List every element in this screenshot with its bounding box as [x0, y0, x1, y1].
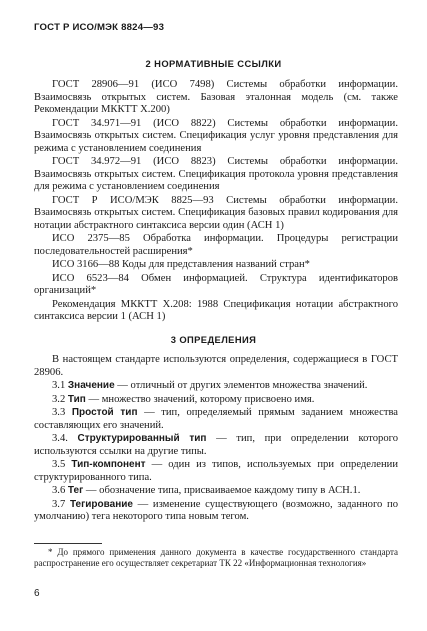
definition-number: 3.5	[52, 459, 66, 470]
definition-text: — тип, при определении которого используются ссылки на другие типы.	[34, 433, 398, 457]
normative-references-list	[34, 79, 398, 325]
footnote: * До прямого применения данного документа в качестве государственного стандарта распространение его осуществляет секретариат ТК 22 «Информационная технология»	[34, 547, 398, 568]
definition-text: — один из типов, используемых при определении структурированного типа.	[34, 459, 398, 483]
definitions-list	[34, 354, 398, 525]
definition-term: Значение	[67, 380, 115, 391]
section-2-title: 2 НОРМАТИВНЫЕ ССЫЛКИ	[145, 58, 282, 69]
reference-item: ИСО 2375—85 Обработка информации. Процедуры регистрации последовательностей расширения*	[34, 233, 398, 257]
definition-item	[34, 459, 398, 484]
definition-text: — тип, определяемый прямым заданием множества составляющих его значений.	[34, 407, 399, 431]
definition-number: 3.1	[52, 380, 66, 391]
definition-number: 3.2	[52, 393, 66, 405]
footnote-divider	[34, 543, 102, 544]
definition-term: Тег	[67, 485, 84, 496]
reference-item: ИСО 3166—88 Коды для представления названий стран*	[52, 259, 310, 270]
definition-item	[34, 407, 398, 432]
definition-term: Тегирование	[69, 498, 133, 510]
definition-item	[34, 380, 398, 393]
definition-item	[34, 433, 398, 458]
reference-item: ГОСТ 34.971—91 (ИСО 8822) Системы обработки информации. Взаимосвязь открытых систем. Спецификация услуг уровня представления для режима с установлением соединения	[34, 117, 398, 154]
definitions-intro: В настоящем стандарте используются определения, содержащиеся в ГОСТ 28906.	[34, 354, 398, 378]
reference-item: ГОСТ 28906—91 (ИСО 7498) Системы обработки информации. Взаимосвязь открытых систем. Базовая эталонная модель (см. также Рекомендации МККТТ Х.200)	[34, 79, 398, 115]
definition-term: Структурированный тип	[77, 433, 207, 444]
definition-number: 3.7	[52, 498, 66, 510]
definition-text: — изменение существующего (возможно, заданного по умолчанию) тега некоторого типа новым тегом.	[34, 498, 398, 522]
document-header: ГОСТ Р ИСО/МЭК 8824—93	[34, 22, 165, 33]
definition-term: Тип	[67, 393, 86, 405]
definition-term: Тип-компонент	[71, 459, 146, 470]
section-3-title: 3 ОПРЕДЕЛЕНИЯ	[170, 334, 257, 345]
definition-number: 3.6	[52, 485, 66, 496]
reference-item: Рекомендация МККТТ Х.208: 1988 Спецификация нотации абстрактного синтаксиса версии 1 (АСН 1)	[34, 298, 398, 322]
definition-item	[34, 499, 398, 524]
definition-text: — отличный от других элементов множества значений.	[114, 380, 368, 391]
definition-item	[34, 394, 398, 407]
definition-term: Простой тип	[71, 407, 138, 418]
reference-item: ГОСТ 34.972—91 (ИСО 8823) Системы обработки информации. Взаимосвязь открытых систем. Спецификация протокола уровня представления для режима с установлением соединения	[34, 156, 398, 192]
reference-item: ГОСТ Р ИСО/МЭК 8825—93 Системы обработки информации. Взаимосвязь открытых систем. Спецификация базовых правил кодирования для нотации абстрактного синтаксиса версии один (АСН 1)	[34, 194, 398, 231]
definition-number: 3.4.	[52, 433, 68, 444]
definition-item	[34, 485, 398, 498]
definition-text: — множество значений, которому присвоено имя.	[85, 393, 315, 405]
reference-item: ИСО 6523—84 Обмен информацией. Структура идентификаторов организаций*	[34, 272, 398, 296]
page-number: 6	[34, 588, 40, 599]
definition-number: 3.3	[52, 407, 66, 418]
definition-text: — обозначение типа, присваиваемое каждому типу в АСН.1.	[83, 485, 361, 496]
